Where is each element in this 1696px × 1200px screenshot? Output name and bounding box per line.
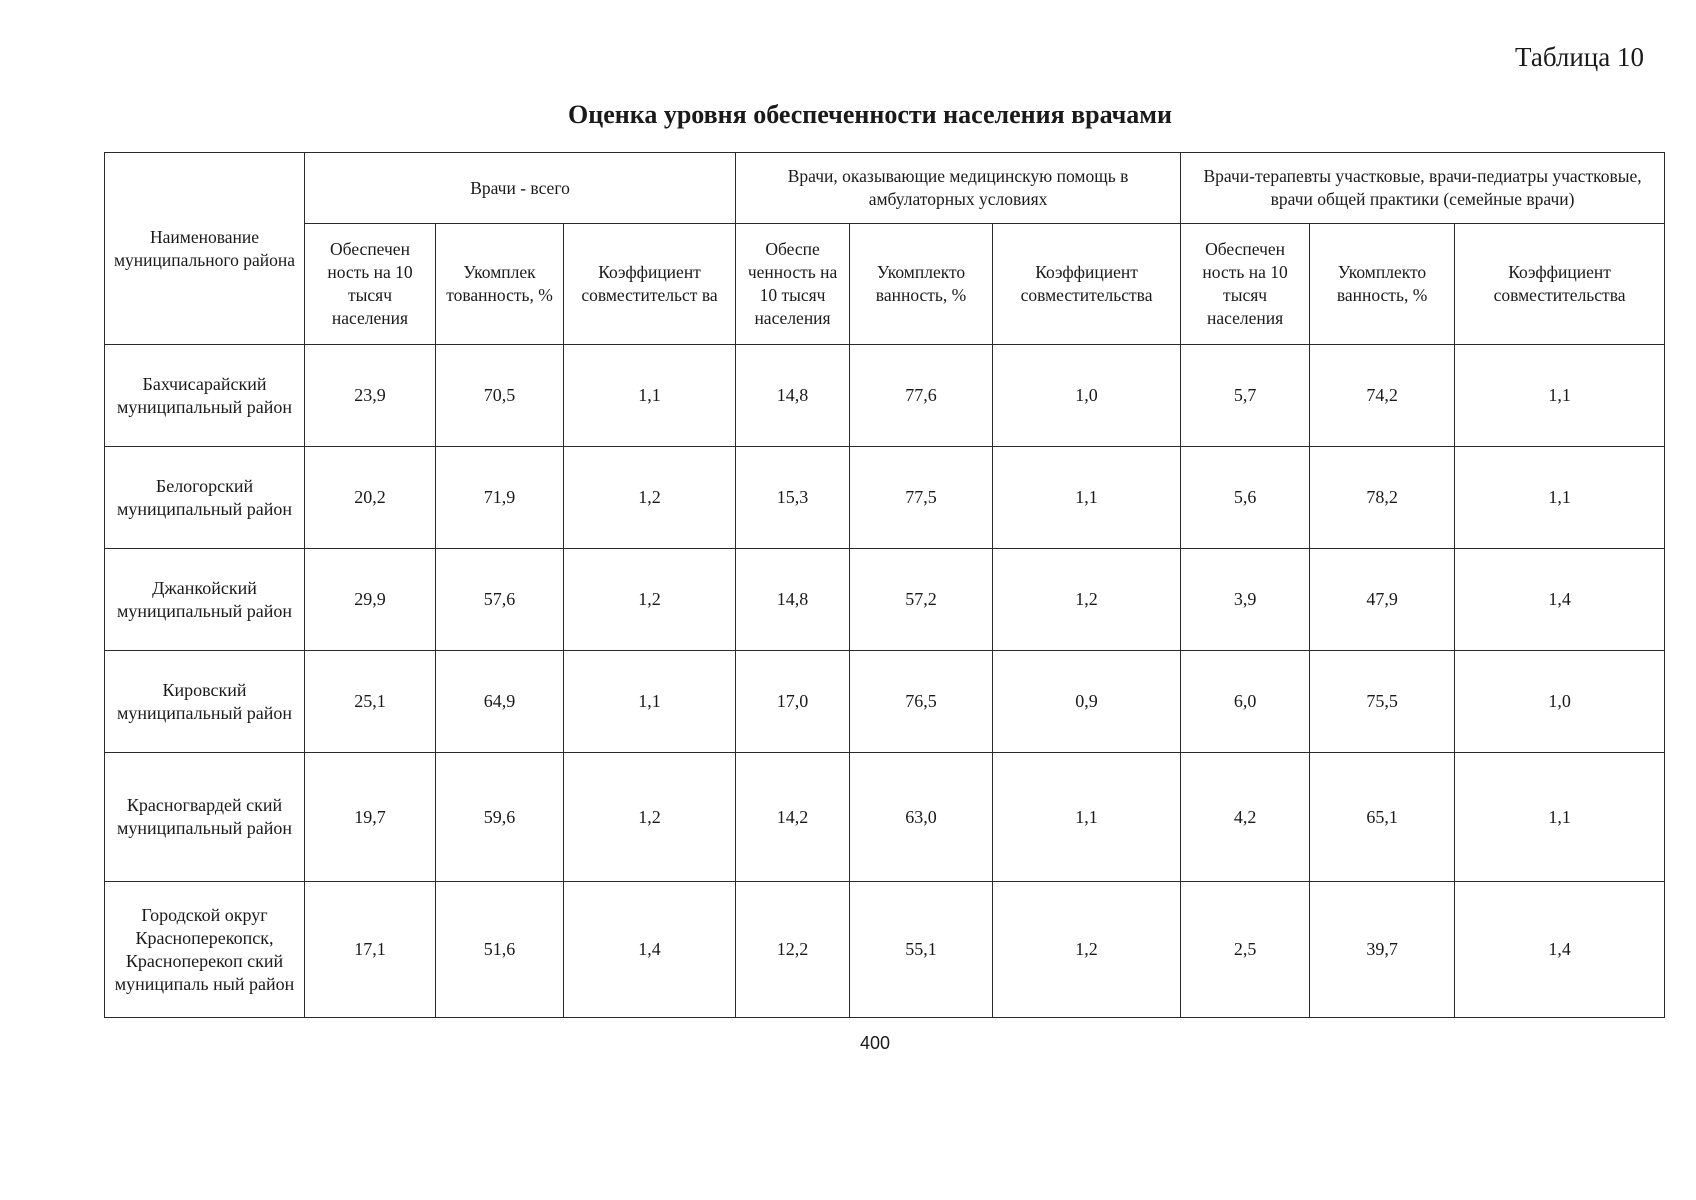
table-cell: 4,2 — [1181, 753, 1310, 882]
district-name: Кировский муниципальный район — [105, 651, 305, 753]
table-cell: 77,6 — [850, 345, 993, 447]
header-subcol: Коэффициент совместительства — [1455, 224, 1665, 345]
table-cell: 65,1 — [1310, 753, 1455, 882]
document-title: Оценка уровня обеспеченности населения врачами — [568, 100, 1172, 129]
table-cell: 1,4 — [564, 882, 736, 1018]
table-row — [105, 345, 1665, 447]
table-cell: 19,7 — [305, 753, 436, 882]
page-number: 400 — [859, 1033, 891, 1053]
table-row — [105, 549, 1665, 651]
table-cell: 57,6 — [436, 549, 564, 651]
table-cell: 75,5 — [1310, 651, 1455, 753]
table-cell: 76,5 — [850, 651, 993, 753]
table-cell: 20,2 — [305, 447, 436, 549]
table-cell: 23,9 — [305, 345, 436, 447]
header-row-groups — [105, 153, 1665, 224]
header-subcol: Обеспечен ность на 10 тысяч населения — [305, 224, 436, 345]
table-number-label: Таблица 10 — [1515, 42, 1644, 72]
table-cell: 3,9 — [1181, 549, 1310, 651]
header-group-primary-care: Врачи-терапевты участковые, врачи-педиатры участковые, врачи общей практики (семейные врачи) — [1181, 153, 1665, 224]
table-cell: 1,1 — [1455, 345, 1665, 447]
table-cell: 1,1 — [1455, 447, 1665, 549]
table-cell: 59,6 — [436, 753, 564, 882]
table-cell: 64,9 — [436, 651, 564, 753]
table-cell: 1,1 — [993, 753, 1181, 882]
table-cell: 12,2 — [736, 882, 850, 1018]
table-cell: 78,2 — [1310, 447, 1455, 549]
header-group-outpatient: Врачи, оказывающие медицинскую помощь в амбулаторных условиях — [736, 153, 1181, 224]
header-district: Наименование муниципального района — [105, 153, 305, 345]
table-cell: 70,5 — [436, 345, 564, 447]
district-name: Красногвардей ский муниципальный район — [105, 753, 305, 882]
table-cell: 2,5 — [1181, 882, 1310, 1018]
table-cell: 1,2 — [993, 882, 1181, 1018]
header-subcol: Обеспе ченность на 10 тысяч населения — [736, 224, 850, 345]
header-subcol: Коэффициент совместительст ва — [564, 224, 736, 345]
table-cell: 74,2 — [1310, 345, 1455, 447]
table-cell: 5,6 — [1181, 447, 1310, 549]
table-cell: 25,1 — [305, 651, 436, 753]
table-cell: 15,3 — [736, 447, 850, 549]
district-name: Городской округ Красноперекопск, Красноперекоп ский муниципаль ный район — [105, 882, 305, 1018]
table-row — [105, 882, 1665, 1018]
table-cell: 14,2 — [736, 753, 850, 882]
table-cell: 1,0 — [1455, 651, 1665, 753]
header-subcol: Обеспечен ность на 10 тысяч населения — [1181, 224, 1310, 345]
table-cell: 6,0 — [1181, 651, 1310, 753]
table-row — [105, 753, 1665, 882]
table-cell: 63,0 — [850, 753, 993, 882]
district-name: Бахчисарайский муниципальный район — [105, 345, 305, 447]
header-subcol: Укомплекто ванность, % — [850, 224, 993, 345]
table-cell: 57,2 — [850, 549, 993, 651]
table-cell: 1,1 — [564, 651, 736, 753]
table-cell: 14,8 — [736, 549, 850, 651]
table-cell: 1,1 — [993, 447, 1181, 549]
table-cell: 1,2 — [993, 549, 1181, 651]
district-name: Джанкойский муниципальный район — [105, 549, 305, 651]
header-row-subcolumns — [105, 224, 1665, 345]
header-group-all-physicians: Врачи - всего — [305, 153, 736, 224]
table-cell: 1,2 — [564, 753, 736, 882]
table-cell: 77,5 — [850, 447, 993, 549]
table-row — [105, 651, 1665, 753]
table-cell: 29,9 — [305, 549, 436, 651]
table-cell: 17,1 — [305, 882, 436, 1018]
table-cell: 17,0 — [736, 651, 850, 753]
table-cell: 1,4 — [1455, 882, 1665, 1018]
table-cell: 1,2 — [564, 447, 736, 549]
table-cell: 47,9 — [1310, 549, 1455, 651]
table-cell: 39,7 — [1310, 882, 1455, 1018]
header-subcol: Коэффициент совместительства — [993, 224, 1181, 345]
district-name: Белогорский муниципальный район — [105, 447, 305, 549]
table-cell: 71,9 — [436, 447, 564, 549]
table-row — [105, 447, 1665, 549]
table-cell: 1,1 — [1455, 753, 1665, 882]
header-subcol: Укомплекто ванность, % — [1310, 224, 1455, 345]
table-cell: 51,6 — [436, 882, 564, 1018]
table-cell: 55,1 — [850, 882, 993, 1018]
table-cell: 1,2 — [564, 549, 736, 651]
physicians-coverage-table — [104, 152, 1665, 1018]
table-cell: 5,7 — [1181, 345, 1310, 447]
table-cell: 0,9 — [993, 651, 1181, 753]
header-subcol: Укомплек тованность, % — [436, 224, 564, 345]
table-cell: 1,1 — [564, 345, 736, 447]
table-cell: 1,4 — [1455, 549, 1665, 651]
table-cell: 1,0 — [993, 345, 1181, 447]
table-cell: 14,8 — [736, 345, 850, 447]
